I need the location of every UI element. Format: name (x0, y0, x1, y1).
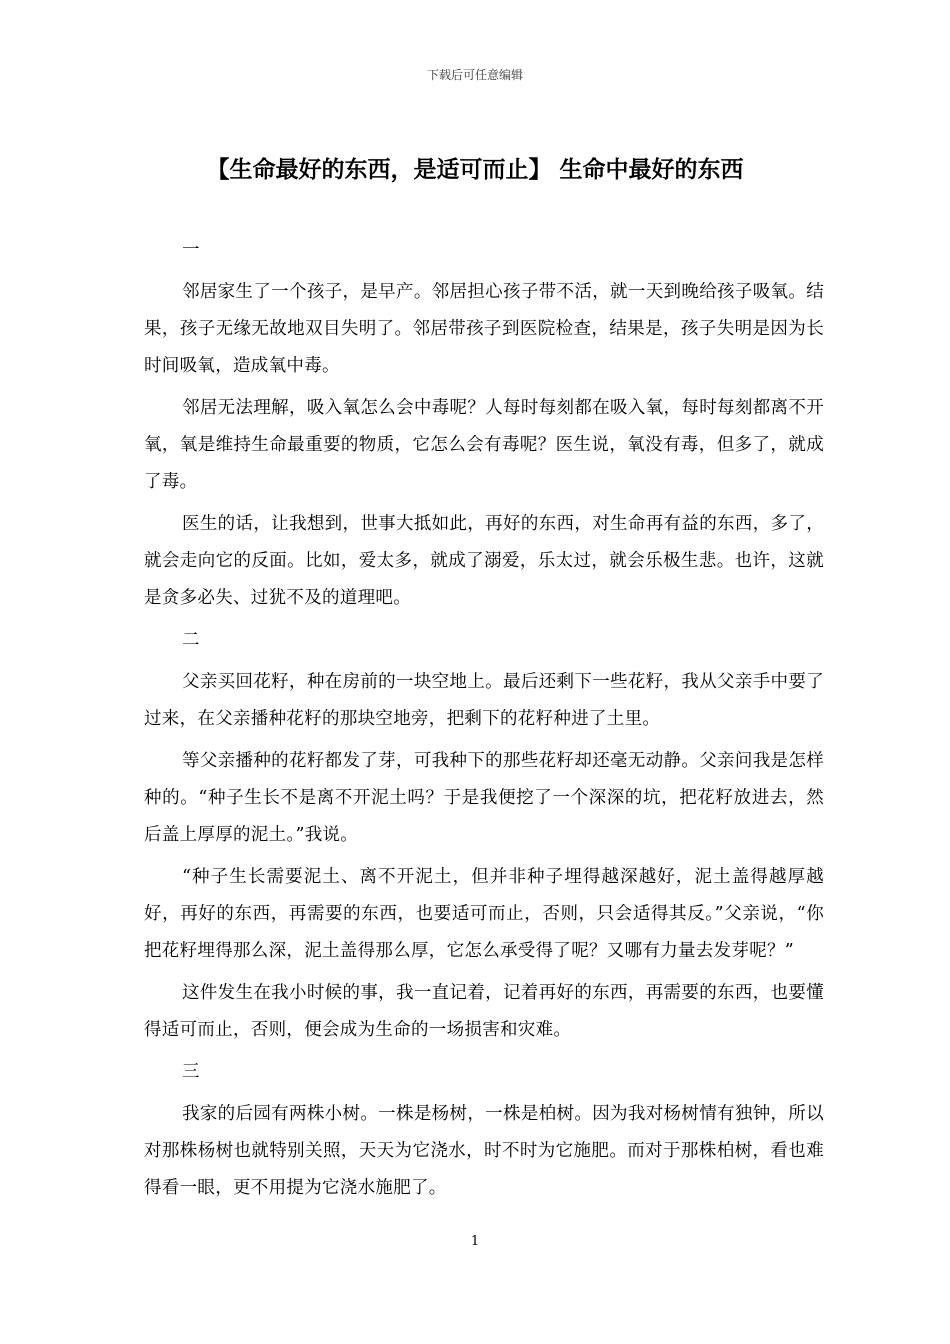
paragraph: 等父亲播种的花籽都发了芽，可我种下的那些花籽却还毫无动静。父亲问我是怎样种的。“种子生长不是离不开泥土吗？于是我便挖了一个深深的坑，把花籽放进去，然后盖上厚厚的泥土。”我说。 (144, 751, 824, 845)
paragraph: 医生的话，让我想到，世事大抵如此，再好的东西，对生命再有益的东西，多了，就会走向它的反面。比如，爱太多，就成了溺爱，乐太过，就会乐极生悲。也许，这就是贪多必失、过犹不及的道理吧。 (144, 514, 824, 608)
document-title: 【生命最好的东西，是适可而止】 生命中最好的东西 (206, 156, 744, 183)
header-note: 下载后可任意编辑 (426, 68, 523, 82)
section-heading-2: 二 (182, 630, 200, 650)
paragraph: 邻居家生了一个孩子，是早产。邻居担心孩子带不活，就一天到晚给孩子吸氧。结果，孩子无缘无故地双目失明了。邻居带孩子到医院检查，结果是，孩子失明是因为长时间吸氧，造成氧中毒。 (144, 282, 824, 376)
paragraph: 父亲买回花籽，种在房前的一块空地上。最后还剩下一些花籽，我从父亲手中要了过来，在父亲播种花籽的那块空地旁，把剩下的花籽种进了土里。 (144, 672, 824, 729)
paragraph: 我家的后园有两株小树。一株是杨树，一株是柏树。因为我对杨树情有独钟，所以对那株杨树也就特别关照，天天为它浇水，时不时为它施肥。而对于那株柏树，看也难得看一眼，更不用提为它浇水施肥了。 (144, 1104, 824, 1198)
paragraph: “种子生长需要泥土、离不开泥土，但并非种子埋得越深越好，泥土盖得越厚越好，再好的东西，再需要的东西，也要适可而止，否则，只会适得其反。”父亲说，“你把花籽埋得那么深，泥土盖得那么厚，它怎么承受得了呢？又哪有力量去发芽呢？” (144, 867, 824, 961)
section-heading-1: 一 (182, 240, 200, 260)
page-number: 1 (470, 1234, 480, 1249)
paragraph: 邻居无法理解，吸入氧怎么会中毒呢？人每时每刻都在吸入氧，每时每刻都离不开氧，氧是维持生命最重要的物质，它怎么会有毒呢？医生说，氧没有毒，但多了，就成了毒。 (144, 398, 824, 492)
section-heading-3: 三 (182, 1062, 200, 1082)
paragraph: 这件发生在我小时候的事，我一直记着，记着再好的东西，再需要的东西，也要懂得适可而止，否则，便会成为生命的一场损害和灾难。 (144, 983, 824, 1040)
document-body (144, 232, 824, 1212)
